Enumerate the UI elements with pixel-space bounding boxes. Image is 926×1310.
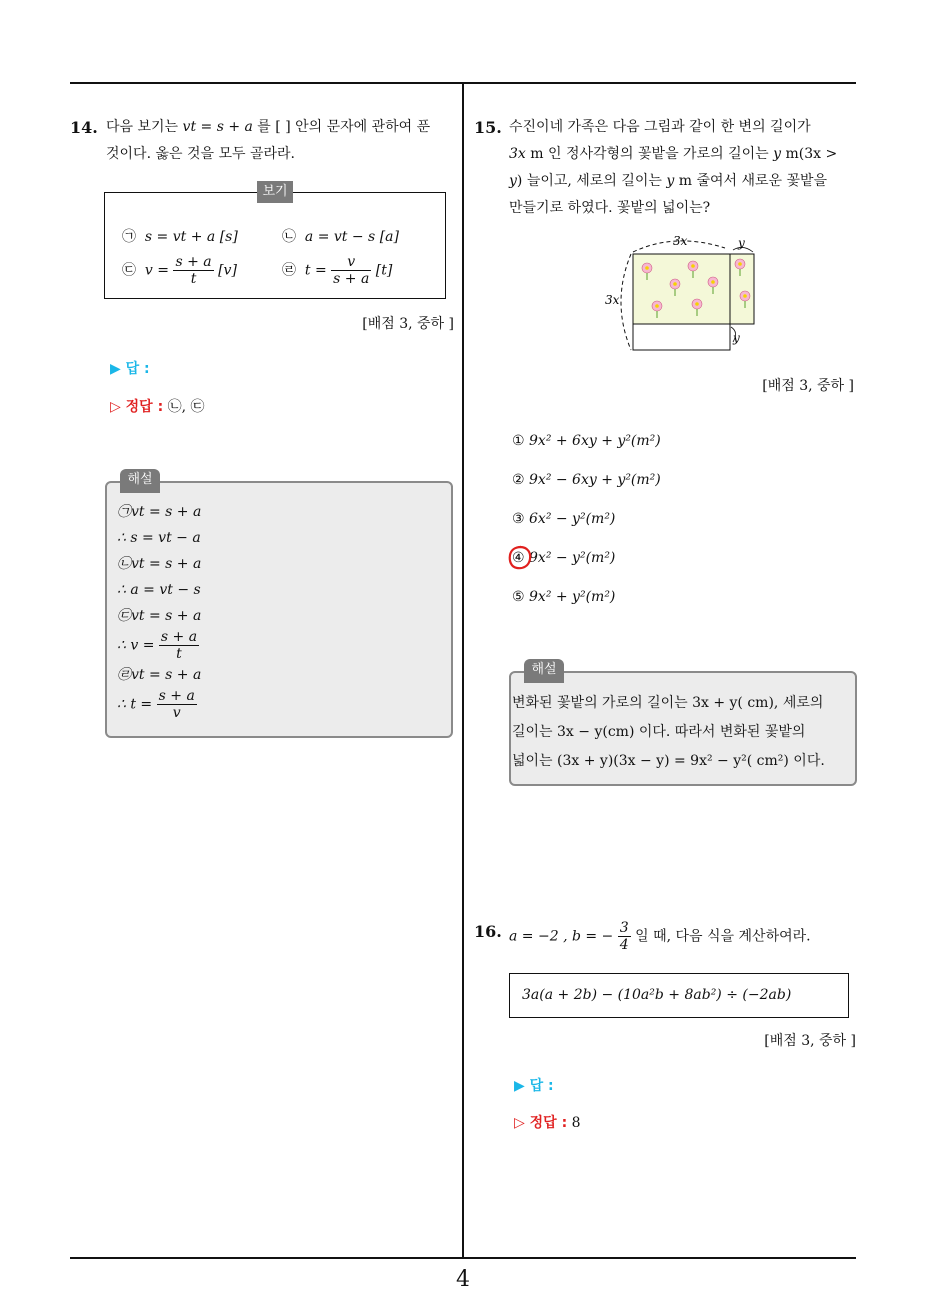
q15-choice-1[interactable]: ① 9x² + 6xy + y²(m²) (512, 433, 661, 449)
q14-text-a: 다음 보기는 (106, 119, 183, 135)
q15-choice-4[interactable]: ④ 9x² − y²(m²) (512, 550, 616, 566)
column-divider (462, 82, 464, 1259)
q14-bogi-mark-3: ㉢ (122, 262, 136, 279)
q14-sol-line-3: ㉡vt = s + a (117, 556, 202, 572)
q14-sol-line-6: ∴ v = $\frac{s + a}{t}$ (117, 629, 198, 662)
q14-correct-label: ▷ 정답 : (110, 399, 164, 415)
removed-strip (633, 324, 730, 350)
q14-sol-frac-6: $\frac{s + a}{t}$ (160, 629, 198, 662)
q14-bogi-mark-2: ㉡ (282, 229, 296, 245)
q14-bogi-lhs-3: v = (144, 262, 169, 279)
q14-question (106, 114, 456, 168)
q14-bogi-item-2 (282, 226, 399, 246)
q16-correct-value: 8 (571, 1115, 581, 1131)
q14-bogi-item-4 (282, 254, 392, 287)
q14-bogi-item-1 (122, 226, 238, 246)
q14-sol-line-2: ∴ s = vt − a (117, 530, 201, 546)
q14-sol-line-4: ∴ a = vt − s (117, 582, 201, 598)
q14-number: 14. (70, 118, 98, 137)
q14-text-b: 를 [ ] 안의 문자에 관하여 푼 (252, 119, 431, 135)
q14-bogi-item-3 (122, 254, 237, 287)
q14-bogi-var-3: [v] (218, 262, 237, 279)
q14-correct-answer (110, 396, 205, 416)
q16-cond-a: a = −2 , b = − (509, 928, 614, 945)
q16-cond-frac: $\frac{3}{4}$ (619, 920, 629, 953)
q15-choice-3[interactable]: ③ 6x² − y²(m²) (512, 511, 616, 527)
fig-label-bottom-right: y (733, 331, 740, 345)
q15-sol-line-3: 넓이는 (3x + y)(3x − y) = 9x² − y²( cm²) 이다. (512, 753, 825, 769)
q14-correct-value: ㉡, ㉢ (167, 399, 205, 415)
q14-sol-line-7: ㉣vt = s + a (117, 667, 202, 683)
q14-text-line2: 것이다. 옳은 것을 모두 골라라. (106, 146, 295, 162)
q15-solution-body (512, 689, 852, 776)
q14-bogi-frac-4: $\frac{v}{s + a}$ (333, 254, 370, 287)
q16-correct-answer (514, 1112, 581, 1132)
q16-expression: 3a(a + 2b) − (10a²b + 8ab²) ÷ (−2ab) (522, 987, 792, 1003)
q15-line-3: y) 늘이고, 세로의 길이는 y m 줄여서 새로운 꽃밭을 (509, 173, 828, 189)
q14-solution-label: 해설 (120, 469, 160, 493)
q14-bogi-var-1: [s] (219, 229, 238, 245)
q14-bogi-expr-1: s = vt + a (144, 229, 216, 245)
q14-sol-line-8: ∴ t = $\frac{s + a}{v}$ (117, 688, 195, 721)
q15-choice-2[interactable]: ② 9x² − 6xy + y²(m²) (512, 472, 661, 488)
q15-line-2: 3x m 인 정사각형의 꽃밭을 가로의 길이는 y m(3x > (509, 146, 838, 162)
q14-bogi-mark-1: ㉠ (122, 229, 136, 245)
q16-question (509, 920, 859, 953)
q16-cond-b: 일 때, 다음 식을 계산하여라. (635, 928, 811, 945)
q15-choices (512, 433, 852, 628)
q14-answer-label: ▶ 답 : (110, 361, 150, 377)
left-dashed-arc (621, 254, 631, 350)
q14-text-math: vt = s + a (182, 119, 253, 135)
q14-bogi-frac-3: $\frac{s + a}{t}$ (175, 254, 212, 287)
q14-solution-body (117, 499, 437, 721)
fig-label-top: 3x (673, 234, 688, 248)
q14-score: [배점 3, 중하 ] (362, 316, 454, 332)
q14-bogi-var-2: [a] (379, 229, 399, 245)
q15-line-1: 수진이네 가족은 다음 그림과 같이 한 변의 길이가 (509, 119, 811, 135)
page-number: 4 (456, 1267, 470, 1292)
q15-number: 15. (474, 118, 502, 137)
q16-correct-label: ▷ 정답 : (514, 1115, 568, 1131)
q14-sol-line-5: ㉢vt = s + a (117, 608, 202, 624)
fig-label-left: 3x (605, 293, 620, 307)
q14-sol-line-1: ㉠vt = s + a (117, 504, 202, 520)
q16-answer-label: ▶ 답 : (514, 1078, 554, 1094)
q14-bogi-lhs-4: t = (304, 262, 327, 279)
q15-sol-line-1: 변화된 꽃밭의 가로의 길이는 3x + y( cm), 세로의 (512, 695, 824, 711)
q15-sol-line-2: 길이는 3x − y(cm) 이다. 따라서 변화된 꽃밭의 (512, 724, 806, 740)
q14-bogi-expr-2: a = vt − s (304, 229, 376, 245)
q15-garden-figure (605, 232, 765, 357)
q16-score: [배점 3, 중하 ] (764, 1033, 856, 1049)
q14-bogi-label: 보기 (257, 181, 293, 203)
q16-number: 16. (474, 922, 502, 941)
q15-choice-5[interactable]: ⑤ 9x² + y²(m²) (512, 589, 616, 605)
q15-score: [배점 3, 중하 ] (762, 378, 854, 394)
q14-bogi-var-4: [t] (375, 262, 393, 279)
q15-selected-answer-circle (506, 544, 534, 572)
q14-bogi-mark-4: ㉣ (282, 262, 296, 279)
bottom-rule (70, 1257, 856, 1259)
q14-sol-frac-8: $\frac{s + a}{v}$ (158, 688, 195, 721)
q15-question (509, 114, 859, 222)
fig-label-top-right: y (738, 236, 745, 250)
q15-line-4: 만들기로 하였다. 꽃밭의 넓이는? (509, 200, 711, 216)
q15-solution-label: 해설 (524, 659, 564, 683)
